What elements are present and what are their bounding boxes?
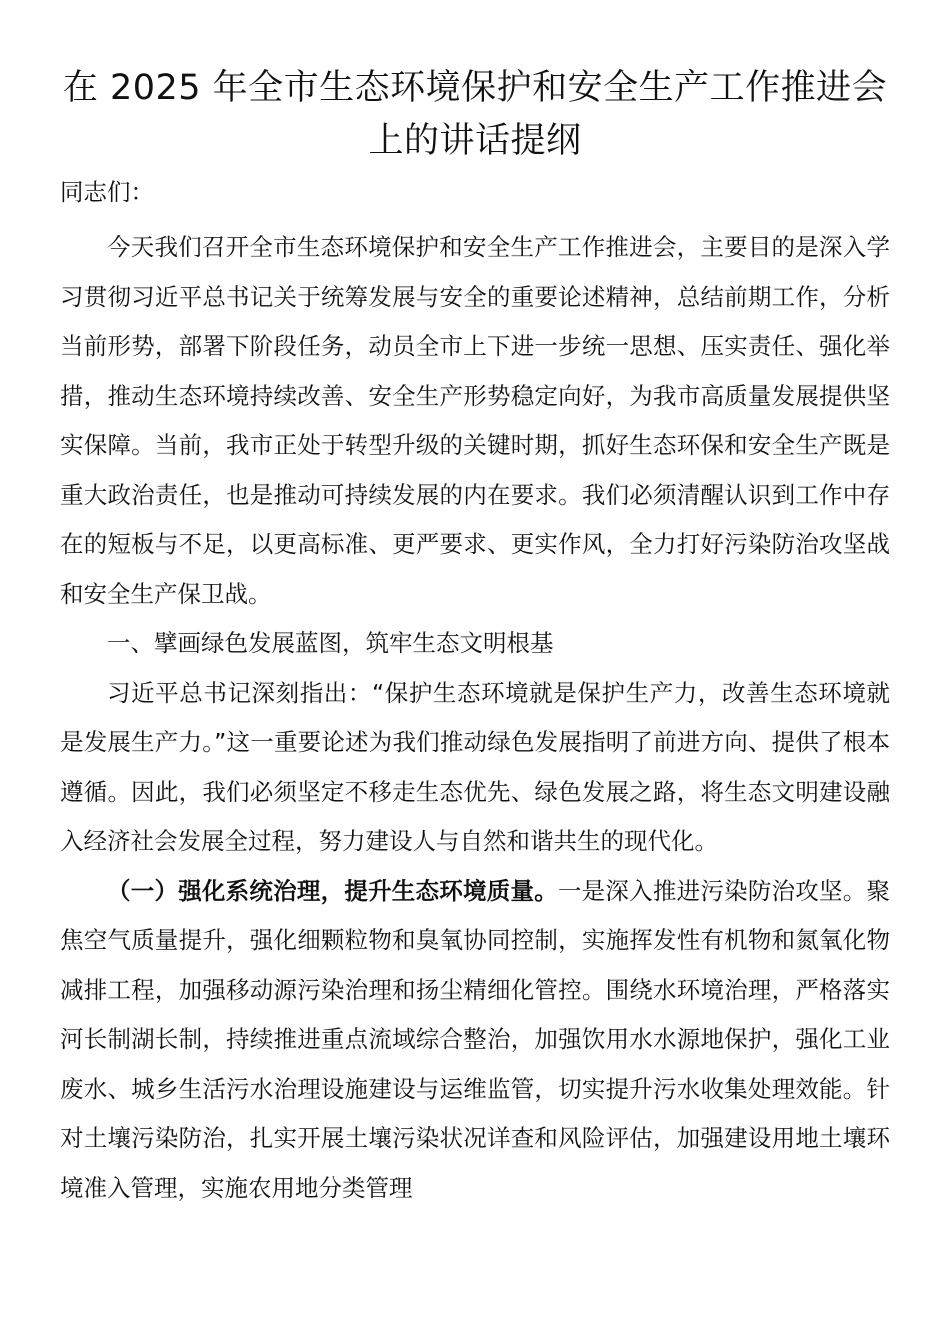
salutation: 同志们： [60,178,154,206]
document-title: 在 2025 年全市生态环境保护和安全生产工作推进会上的讲话提纲 [62,68,888,161]
subsection-1-text: 一是深入推进污染防治攻坚。聚焦空气质量提升，强化细颗粒物和臭氧协同控制，实施挥发性有机物和氮氧化物减排工程，加强移动源污染治理和扬尘精细化管控。围绕水环境治理，严格落实河长制湖长制，持续推进重点流域综合整治，加强饮用水水源地保护，强化工业废水、城乡生活污水治理设施建设与运维监管，切实提升污水收集处理效能。针对土壤污染防治，扎实开展土壤污染状况详查和风险评估，加强建设用地土壤环境准入管理，实施农用地分类管理 [60,876,890,1202]
subsection-1-heading: （一）强化系统治理，提升生态环境质量。 [107,876,558,905]
subsection-1-paragraph [60,867,890,1214]
intro-paragraph: 今天我们召开全市生态环境保护和安全生产工作推进会，主要目的是深入学习贯彻习近平总书记关于统筹发展与安全的重要论述精神，总结前期工作，分析当前形势，部署下阶段任务，动员全市上下进一步统一思想、压实责任、强化举措，推动生态环境持续改善、安全生产形势稳定向好，为我市高质量发展提供坚实保障。当前，我市正处于转型升级的关键时期，抓好生态环保和安全生产既是重大政治责任，也是推动可持续发展的内在要求。我们必须清醒认识到工作中存在的短板与不足，以更高标准、更严要求、更实作风，全力打好污染防治攻坚战和安全生产保卫战。 [60,233,890,608]
section-1-paragraph: 习近平总书记深刻指出：“保护生态环境就是保护生产力，改善生态环境就是发展生产力。”这一重要论述为我们推动绿色发展指明了前进方向、提供了根本遵循。因此，我们必须坚定不移走生态优先、绿色发展之路，将生态文明建设融入经济社会发展全过程，努力建设人与自然和谐共生的现代化。 [60,678,890,855]
section-1-heading: 一、擘画绿色发展蓝图，筑牢生态文明根基 [107,629,554,657]
